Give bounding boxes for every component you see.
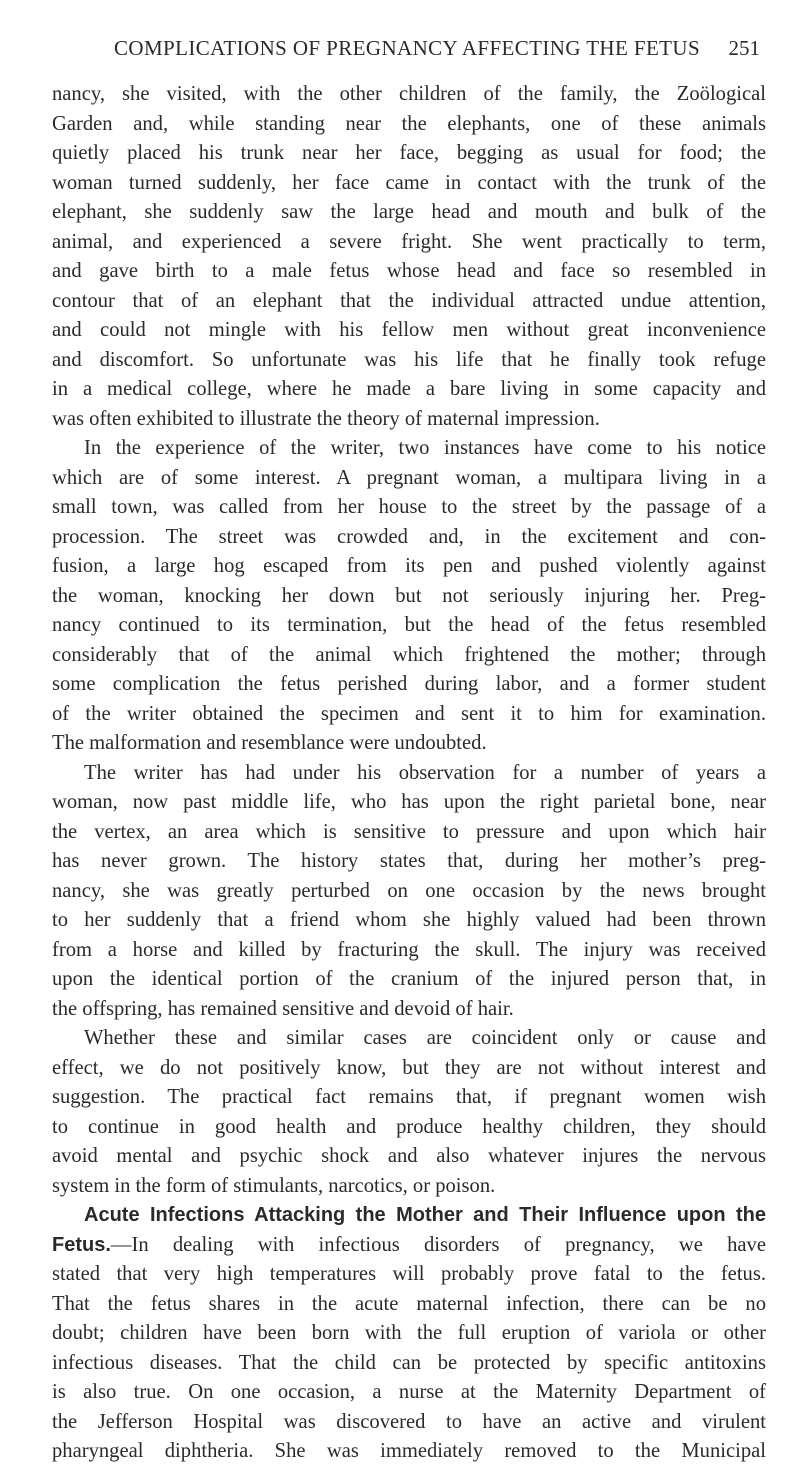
- text-line: the Jefferson Hospital was discovered to have an active and virulent: [52, 1410, 766, 1433]
- text-line: fusion, a large hog escaped from its pen and pushed violently against: [52, 555, 766, 577]
- page-number: 251: [728, 36, 760, 60]
- running-title: COMPLICATIONS OF PREGNANCY AFFECTING THE FETUS: [114, 36, 701, 60]
- text-line: some complication the fetus perished during labor, and a former student: [52, 673, 766, 695]
- text-run: —In dealing with infectious disorders of pregnancy, we have: [110, 1233, 766, 1256]
- text-line: infectious diseases. That the child can be protected by specific antitoxins: [52, 1351, 766, 1374]
- text-line: [52, 1231, 766, 1261]
- text-line: nancy, she visited, with the other children of the family, the Zoölogical: [52, 83, 766, 105]
- heading-continuation: Fetus.: [52, 1233, 111, 1256]
- text-line: contour that of an elephant that the individual attracted undue attention,: [52, 289, 766, 312]
- text-line: Garden and, while standing near the elephants, one of these animals: [52, 112, 766, 135]
- text-line: elephant, she suddenly saw the large head and mouth and bulk of the: [52, 201, 766, 223]
- text-line: was often exhibited to illustrate the theory of maternal impression.: [52, 407, 600, 430]
- text-line: effect, we do not positively know, but they are not without interest and: [52, 1056, 766, 1079]
- text-line: Whether these and similar cases are coincident only or cause and: [84, 1027, 766, 1049]
- text-line: pharyngeal diphtheria. She was immediately removed to the Municipal: [52, 1440, 766, 1462]
- text-line: from a horse and killed by fracturing the skull. The injury was received: [52, 938, 766, 961]
- text-line: In the experience of the writer, two instances have come to his notice: [84, 437, 766, 459]
- text-line: the vertex, an area which is sensitive to pressure and upon which hair: [52, 820, 766, 843]
- text-line: doubt; children have been born with the full eruption of variola or other: [52, 1322, 766, 1344]
- text-line: stated that very high temperatures will probably prove fatal to the fetus.: [52, 1263, 766, 1285]
- text-line: system in the form of stimulants, narcotics, or poison.: [52, 1174, 496, 1197]
- text-line: nancy, she was greatly perturbed on one occasion by the news brought: [52, 879, 766, 902]
- text-line: and could not mingle with his fellow men without great inconvenience: [52, 319, 766, 341]
- text-line: is also true. On one occasion, a nurse at the Maternity Department of: [52, 1381, 766, 1403]
- text-line: the woman, knocking her down but not seriously injuring her. Preg-: [52, 584, 766, 607]
- text-line: considerably that of the animal which frightened the mother; through: [52, 643, 766, 666]
- text-line: to her suddenly that a friend whom she highly valued had been thrown: [52, 909, 766, 931]
- text-line: and discomfort. So unfortunate was his life that he finally took refuge: [52, 348, 766, 371]
- text-line: in a medical college, where he made a bare living in some capacity and: [52, 378, 766, 400]
- text-line: woman, now past middle life, who has upon the right parietal bone, near: [52, 791, 766, 813]
- text-line: which are of some interest. A pregnant woman, a multipara living in a: [52, 466, 766, 489]
- text-line: quietly placed his trunk near her face, begging as usual for food; the: [52, 142, 766, 164]
- section-heading-line: [52, 1201, 766, 1231]
- text-line: nancy continued to its termination, but the head of the fetus resembled: [52, 614, 766, 636]
- body-text: [52, 80, 766, 1467]
- text-line: avoid mental and psychic shock and also whatever injures the nervous: [52, 1145, 766, 1167]
- text-line: the offspring, has remained sensitive and devoid of hair.: [52, 997, 514, 1020]
- text-line: upon the identical portion of the cranium of the injured person that, in: [52, 968, 766, 990]
- text-line: and gave birth to a male fetus whose head and face so resembled in: [52, 260, 766, 282]
- text-line: animal, and experienced a severe fright. She went practically to term,: [52, 230, 766, 253]
- text-line: has never grown. The history states that, during her mother’s preg-: [52, 850, 766, 872]
- running-header: [52, 36, 764, 66]
- text-line: That the fetus shares in the acute maternal infection, there can be no: [52, 1292, 766, 1315]
- text-line: suggestion. The practical fact remains that, if pregnant women wish: [52, 1086, 766, 1108]
- text-line: The malformation and resemblance were undoubted.: [52, 732, 487, 754]
- text-line: procession. The street was crowded and, in the excitement and con-: [52, 525, 766, 548]
- text-line: of the writer obtained the specimen and sent it to him for examination.: [52, 702, 766, 725]
- text-line: to continue in good health and produce healthy children, they should: [52, 1115, 766, 1138]
- section-heading: Acute Infections Attacking the Mother and Their Influence upon the: [84, 1204, 766, 1226]
- text-line: small town, was called from her house to the street by the passage of a: [52, 496, 766, 518]
- text-line: woman turned suddenly, her face came in contact with the trunk of the: [52, 171, 766, 194]
- text-line: The writer has had under his observation for a number of years a: [84, 761, 766, 784]
